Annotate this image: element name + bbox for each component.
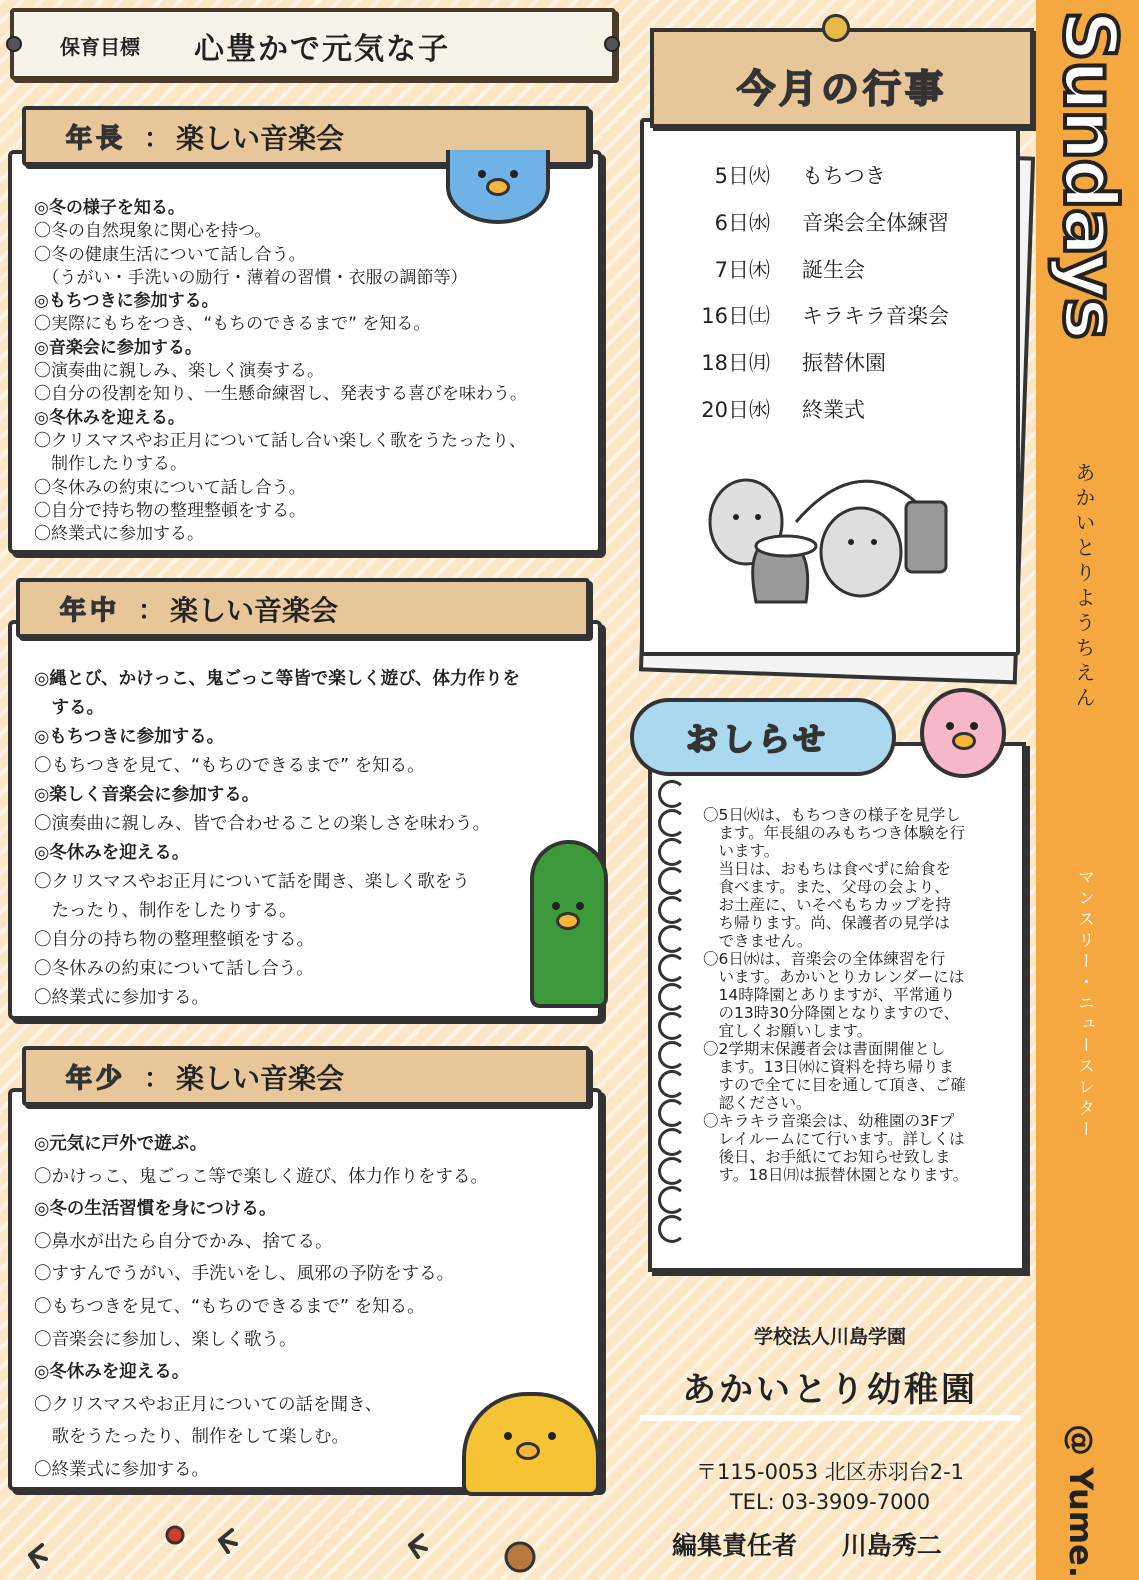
nenchu-banner: [16, 578, 590, 638]
ring-icon: [658, 809, 686, 837]
notice-line: ます。13日㈬に資料を持ち帰りま: [703, 1058, 954, 1076]
notice-line: すので全てに目を通して頂き、ご確: [703, 1076, 966, 1094]
nencho-list: [34, 197, 527, 546]
notice-line: の13時30分降園となりますので、: [703, 1004, 960, 1022]
event-date: 20日㈬: [701, 398, 770, 422]
list-item: 歌をうたったり、制作をして楽しむ。: [34, 1427, 349, 1448]
notice-line: ます。年長組のみもちつき体験を行: [703, 824, 966, 842]
list-item: 〇もちつきを見て、“もちのできるまで” を知る。: [34, 1296, 425, 1317]
list-item: 〇自分の役割を知り、一生懸命練習し、発表する喜びを味わう。: [34, 384, 527, 405]
list-item: 〇かけっこ、鬼ごっこ等で楽しく遊び、体力作りをする。: [34, 1166, 488, 1187]
nensho-title: 楽しい音楽会: [176, 1062, 345, 1095]
list-item: 〇クリスマスやお正月についての話を聞き、: [34, 1394, 383, 1415]
event-name: 振替休園: [802, 351, 886, 376]
goal-board: [10, 8, 616, 80]
notice-line: 〇キラキラ音楽会は、幼稚園の3Fプ: [703, 1112, 955, 1130]
notice-line: 〇5日㈫は、もちつきの様子を見学し: [703, 806, 961, 824]
list-item: ◎冬の様子を知る。: [34, 198, 185, 218]
list-item: 〇実際にもちをつき、“もちのできるまで” を知る。: [34, 314, 431, 335]
list-item: 〇自分の持ち物の整理整頓をする。: [34, 930, 314, 950]
ring-icon: [658, 838, 686, 866]
event-date: 7日㈭: [714, 257, 770, 282]
notice-line: 当日は、おもちは食べずに給食を: [703, 860, 952, 878]
school-address: 〒115-0053 北区赤羽台2-1: [695, 1460, 965, 1484]
editor-line: [672, 1526, 942, 1562]
list-item: 〇冬の自然現象に関心を持つ。: [34, 221, 272, 242]
event-date: 5日㈫: [714, 164, 770, 188]
list-item: 〇もちつきを見て、“もちのできるまで” を知る。: [34, 756, 425, 776]
nensho-banner: [22, 1046, 590, 1106]
event-name: 終業式: [802, 398, 865, 422]
list-item: 制作したりする。: [34, 454, 187, 475]
list-item: ◎楽しく音楽会に参加する。: [34, 785, 260, 805]
ring-icon: [658, 1186, 686, 1214]
ring-icon: [658, 867, 686, 895]
list-item: 〇冬の健康生活について話し合う。: [34, 244, 306, 265]
list-item: 〇終業式に参加する。: [34, 988, 209, 1008]
school-corp: 学校法人川島学園: [753, 1326, 906, 1348]
list-item: 〇クリスマスやお正月について話し合い楽しく歌をうたったり、: [34, 430, 526, 451]
editor-name: 川島秀二: [841, 1531, 942, 1560]
goal-value: 心豊かで元気な子: [194, 32, 450, 67]
sparrow-footprints-icon: [0, 1515, 620, 1575]
nail-icon: [604, 36, 620, 52]
mochi-pounding-birds-icon: [706, 462, 966, 612]
nensho-grade: 年少: [66, 1064, 127, 1094]
list-item: 〇終業式に参加する。: [34, 1459, 209, 1480]
list-item: 〇冬休みの約束について話し合う。: [34, 959, 314, 979]
sundays-logo: Sundays: [1048, 10, 1132, 339]
list-item: 〇冬休みの約束について話し合う。: [34, 477, 306, 498]
list-item: ◎音楽会に参加する。: [34, 337, 202, 358]
credit: @ Yume.: [1062, 1424, 1100, 1578]
list-item: 〇演奏曲に親しみ、楽しく演奏する。: [34, 361, 325, 382]
nensho-list: [34, 1128, 488, 1487]
notice-line: 後日、お手紙にてお知らせ致しま: [703, 1148, 951, 1166]
event-date: 16日㈯: [701, 304, 770, 329]
notice-line: います。: [703, 842, 780, 860]
bottom-decoration: [0, 1515, 620, 1575]
ring-icon: [658, 780, 686, 808]
notice-line: 〇2学期末保護者会は書面開催とし: [703, 1040, 946, 1058]
list-item: （うがい・手洗いの励行・薄着の習慣・衣服の調節等）: [34, 267, 468, 288]
list-item: ◎冬の生活習慣を身につける。: [34, 1199, 277, 1220]
notice-line: お土産に、いそべもちカップを持: [703, 896, 951, 914]
notice-list: [703, 806, 1003, 1184]
list-item: 〇すすんでうがい、手洗いをし、風邪の予防をする。: [34, 1264, 455, 1285]
list-item: ◎冬休みを迎える。: [34, 843, 190, 863]
nail-icon: [6, 36, 22, 52]
list-item: ◎縄とび、かけっこ、鬼ごっこ等皆で楽しく遊び、体力作りを: [34, 669, 521, 689]
list-item: ◎もちつきに参加する。: [34, 727, 225, 747]
event-name: もちつき: [802, 164, 886, 188]
event-date: 6日㈬: [714, 210, 770, 235]
ring-icon: [658, 1012, 686, 1040]
events-title: 今月の行事: [736, 67, 947, 111]
notice-line: います。あかいとりカレンダーには: [703, 968, 965, 986]
green-bird-icon: [530, 840, 608, 1008]
ring-icon: [658, 925, 686, 953]
notice-title: おしらせ: [686, 720, 830, 758]
list-item: 〇自分で持ち物の整理整頓をする。: [34, 500, 306, 521]
ring-icon: [658, 1070, 686, 1098]
nencho-title: 楽しい音楽会: [176, 122, 345, 155]
notice-line: ち帰ります。尚、保護者の見学は: [703, 914, 950, 932]
ring-icon: [658, 1157, 686, 1185]
list-item: 〇終業式に参加する。: [34, 524, 204, 545]
ring-icon: [658, 1041, 686, 1069]
event-name: 音楽会全体練習: [802, 210, 949, 235]
ring-icon: [658, 954, 686, 982]
nencho-colon: ：: [144, 124, 171, 154]
list-item: ◎冬休みを迎える。: [34, 407, 185, 428]
side-strip: [1036, 0, 1139, 1580]
notice-line: 14時降園とありますが、平常通り: [703, 986, 956, 1004]
list-item: ◎もちつきに参加する。: [34, 291, 219, 312]
nensho-colon: ：: [144, 1064, 171, 1094]
school-name: あかいとり幼稚園: [640, 1362, 1020, 1421]
event-name: キラキラ音楽会: [802, 304, 949, 329]
notice-line: す。18日㈪は振替休園となります。: [703, 1166, 969, 1184]
notice-line: 宜しくお願いします。: [703, 1022, 873, 1040]
notice-bubble: [630, 698, 896, 776]
pink-bird-icon: [920, 688, 1006, 778]
list-item: 〇演奏曲に親しみ、皆で合わせることの楽しさを味わう。: [34, 814, 491, 834]
notice-line: レイルームにて行います。詳しくは: [703, 1130, 965, 1148]
notice-line: 食べます。また、父母の会より、: [703, 878, 950, 896]
notice-line: 認ください。: [703, 1094, 812, 1112]
ring-icon: [658, 1215, 686, 1243]
list-item: ◎元気に戸外で遊ぶ。: [34, 1134, 208, 1154]
nenchu-grade: 年中: [60, 596, 121, 626]
notice-line: 〇6日㈬は、音楽会の全体練習を行: [703, 950, 946, 968]
school-tel: TEL: 03-3909-7000: [729, 1490, 931, 1514]
ring-icon: [658, 983, 686, 1011]
list-item: ◎冬休みを迎える。: [34, 1362, 190, 1383]
nencho-grade: 年長: [66, 124, 127, 154]
goal-label: 保育目標: [60, 35, 140, 59]
list-item: する。: [34, 698, 104, 718]
nenchu-title: 楽しい音楽会: [170, 594, 339, 627]
pushpin-icon: [822, 14, 850, 42]
ring-icon: [658, 1128, 686, 1156]
ring-icon: [658, 1099, 686, 1127]
list-item: 〇クリスマスやお正月について話を聞き、楽しく歌をう: [34, 872, 470, 892]
nenchu-colon: ：: [138, 596, 165, 626]
event-name: 誕生会: [802, 257, 865, 282]
events-header-board: [650, 28, 1034, 128]
list-item: 〇音楽会に参加し、楽しく歌う。: [34, 1329, 297, 1350]
kinder-name: あかいとりようちえん: [1072, 462, 1096, 712]
list-item: たったり、制作をしたりする。: [34, 901, 297, 921]
event-date: 18日㈪: [701, 351, 770, 376]
editor-label: 編集責任者: [672, 1531, 798, 1560]
nenchu-list: [34, 665, 520, 1013]
newsletter-subtitle: マンスリー・ニュースレター: [1074, 868, 1094, 1141]
ring-icon: [658, 896, 686, 924]
notice-line: できません。: [703, 932, 813, 950]
list-item: 〇鼻水が出たら自分でかみ、捨てる。: [34, 1231, 333, 1252]
